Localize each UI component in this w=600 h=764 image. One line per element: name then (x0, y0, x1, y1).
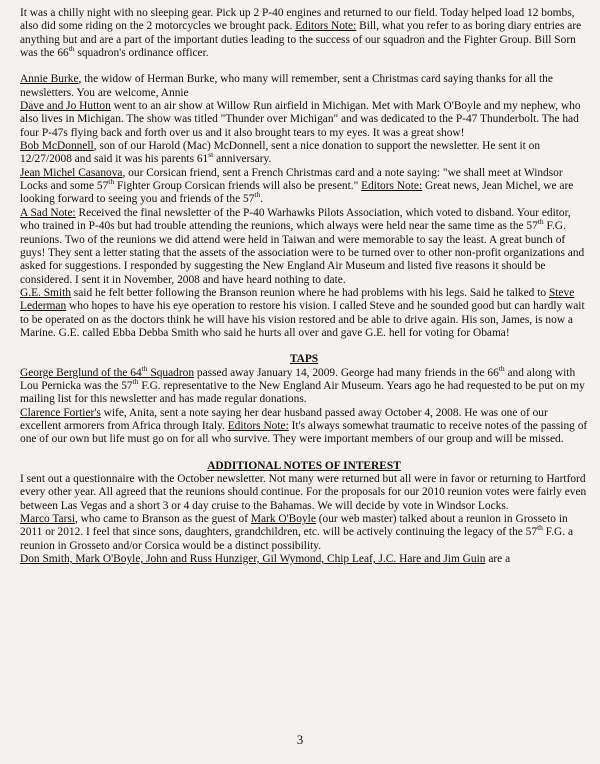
person-name: Bob McDonnell (20, 140, 94, 153)
burke-paragraph: Annie Burke, the widow of Herman Burke, who many will remember, sent a Christmas card saying thanks for all the newsletters. You are welcome, Annie (20, 73, 553, 99)
person-name: Mark O'Boyle (250, 513, 316, 526)
fortier-paragraph: Clarence Fortier's wife, Anita, sent a note saying her dear husband passed away October 4, 2008. He was one of our excellent armorers from Africa through Italy. Editors Note: It's always somewhat traumatic to receive notes of the passing of one of our own but life must go on for all who survive. They were important members of our group and will be missed. (20, 406, 588, 446)
person-name: Dave and Jo Hutton (20, 100, 111, 113)
document-page (20, 7, 588, 566)
casanova-paragraph: Jean Michel Casanova, our Corsican friend, sent a French Christmas card and a note saying: "we shall meet at Windsor Locks and some 57th Fighter Group Corsican friends will also be present." Editors Note: Great news, Jean Michel, we are looking forward to seeing you and friends of the 57th. (20, 166, 574, 206)
additional-notes-heading: ADDITIONAL NOTES OF INTEREST (207, 459, 401, 472)
sad-note-label: A Sad Note: (20, 206, 76, 219)
person-name: George Berglund of the 64th Squadron (20, 363, 195, 379)
tarsi-paragraph: Marco Tarsi, who came to Branson as the guest of Mark O'Boyle (our web master) talked about a reunion in Grosseto in 2011 or 2012. I feel that since sons, daughters, grandchildren, etc. will be actively continuing the legacy of the 57th F.G. a reunion in Grosseto and/or Corsica would be a distinct possibility. (20, 513, 574, 552)
hutton-paragraph: Dave and Jo Hutton went to an air show at Willow Run airfield in Michigan. Met with Mark O'Boyle and my nephew, who also lives in Michigan. The show was titled "Thunder over Michigan" and was dedicated to the P-47 Thunderbolt. The had four P-47s flying back and forth over us and it also brought tears to my eyes. It was a great show! (20, 100, 581, 139)
diary-paragraph: It was a chilly night with no sleeping gear. Pick up 2 P-40 engines and returned to our field. Today helped load 12 bombs, also did some riding on the 2 motorcycles we brought pack. Editors Note: Bill, what you refer to as boring diary entries are anything but and are a part of the important duties leading to the success of our squadron and the Fighter Group. Bill Sorn was the 66th squadron's ordinance officer. (20, 7, 582, 60)
person-name: Marco Tarsi (20, 513, 75, 526)
members-paragraph: Don Smith, Mark O'Boyle, John and Russ Hunziger, Gil Wymond, Chip Leaf, J.C. Hare and Jim Guin are a (20, 553, 511, 566)
editors-note-label: Editors Note: (227, 419, 289, 432)
smith-paragraph: G.E. Smith said he felt better following the Branson reunion where he had problems with his legs. Said he talked to Steve Lederman who hopes to have his eye operation to restore his vision. I called Steve and he sounded good but can hardly wait to be operated on as the doctors think he will have his vision restored and be able to drive again. His son, James, is now a Marine. G.E. called Ebba Debba Smith who said he hurts all over and gave G.E. hell for voting for Obama! (20, 286, 585, 339)
mcdonnell-paragraph: Bob McDonnell, son of our Harold (Mac) McDonnell, sent a nice donation to support the newsletter. He sent it on 12/27/2008 and said it was his parents 61st anniversary. (20, 140, 541, 166)
person-name: Clarence Fortier's (20, 406, 101, 419)
person-name: Annie Burke (20, 73, 79, 86)
editors-note-label: Editors Note: (361, 180, 423, 193)
sad-note-paragraph: A Sad Note: Received the final newsletter of the P-40 Warhawks Pilots Association, which voted to disband. Your editor, who trained in P-40s but had trouble attending the reunions, which always were held near the same time as the 57th F.G. reunions. Two of the reunions we did attend were held in Taiwan and were memorable to say the least. A great bunch of guys! They sent a letter stating that the assets of the association were to be turned over to other non-profit organizations and asked for suggestions. I responded by suggesting the New England Air Museum and listed five reasons it should be considered. I sent it in November, 2008 and have heard nothing to date. (20, 206, 585, 286)
editors-note-label: Editors Note: (295, 20, 357, 33)
page-number: 3 (296, 732, 304, 747)
taps-heading: TAPS (289, 353, 319, 366)
berglund-paragraph: George Berglund of the 64th Squadron passed away January 14, 2009. George had many friends in the 66th and along with Lou Pernicka was the 57th F.G. representative to the New England Air Museum. Years ago he had requested to be put on my mailing list for this newsletter and has made regular donations. (20, 363, 585, 406)
person-name: Jean Michel Casanova (20, 166, 123, 179)
questionnaire-paragraph: I sent out a questionnaire with the October newsletter. Not many were returned but all were in favor or returning to Hartford every other year. All agreed that the reunions should continue. For the proposals for our 2010 reunion votes were fairly even between Las Vegas and a short 3 or 4 day cruise to the Bahamas. We will decide by vote in Windsor Locks. (20, 473, 587, 512)
person-names: Don Smith, Mark O'Boyle, John and Russ Hunziger, Gil Wymond, Chip Leaf, J.C. Hare and Jim Guin (20, 553, 486, 566)
person-name: G.E. Smith (20, 286, 71, 299)
person-name: Steve Lederman (20, 286, 575, 313)
